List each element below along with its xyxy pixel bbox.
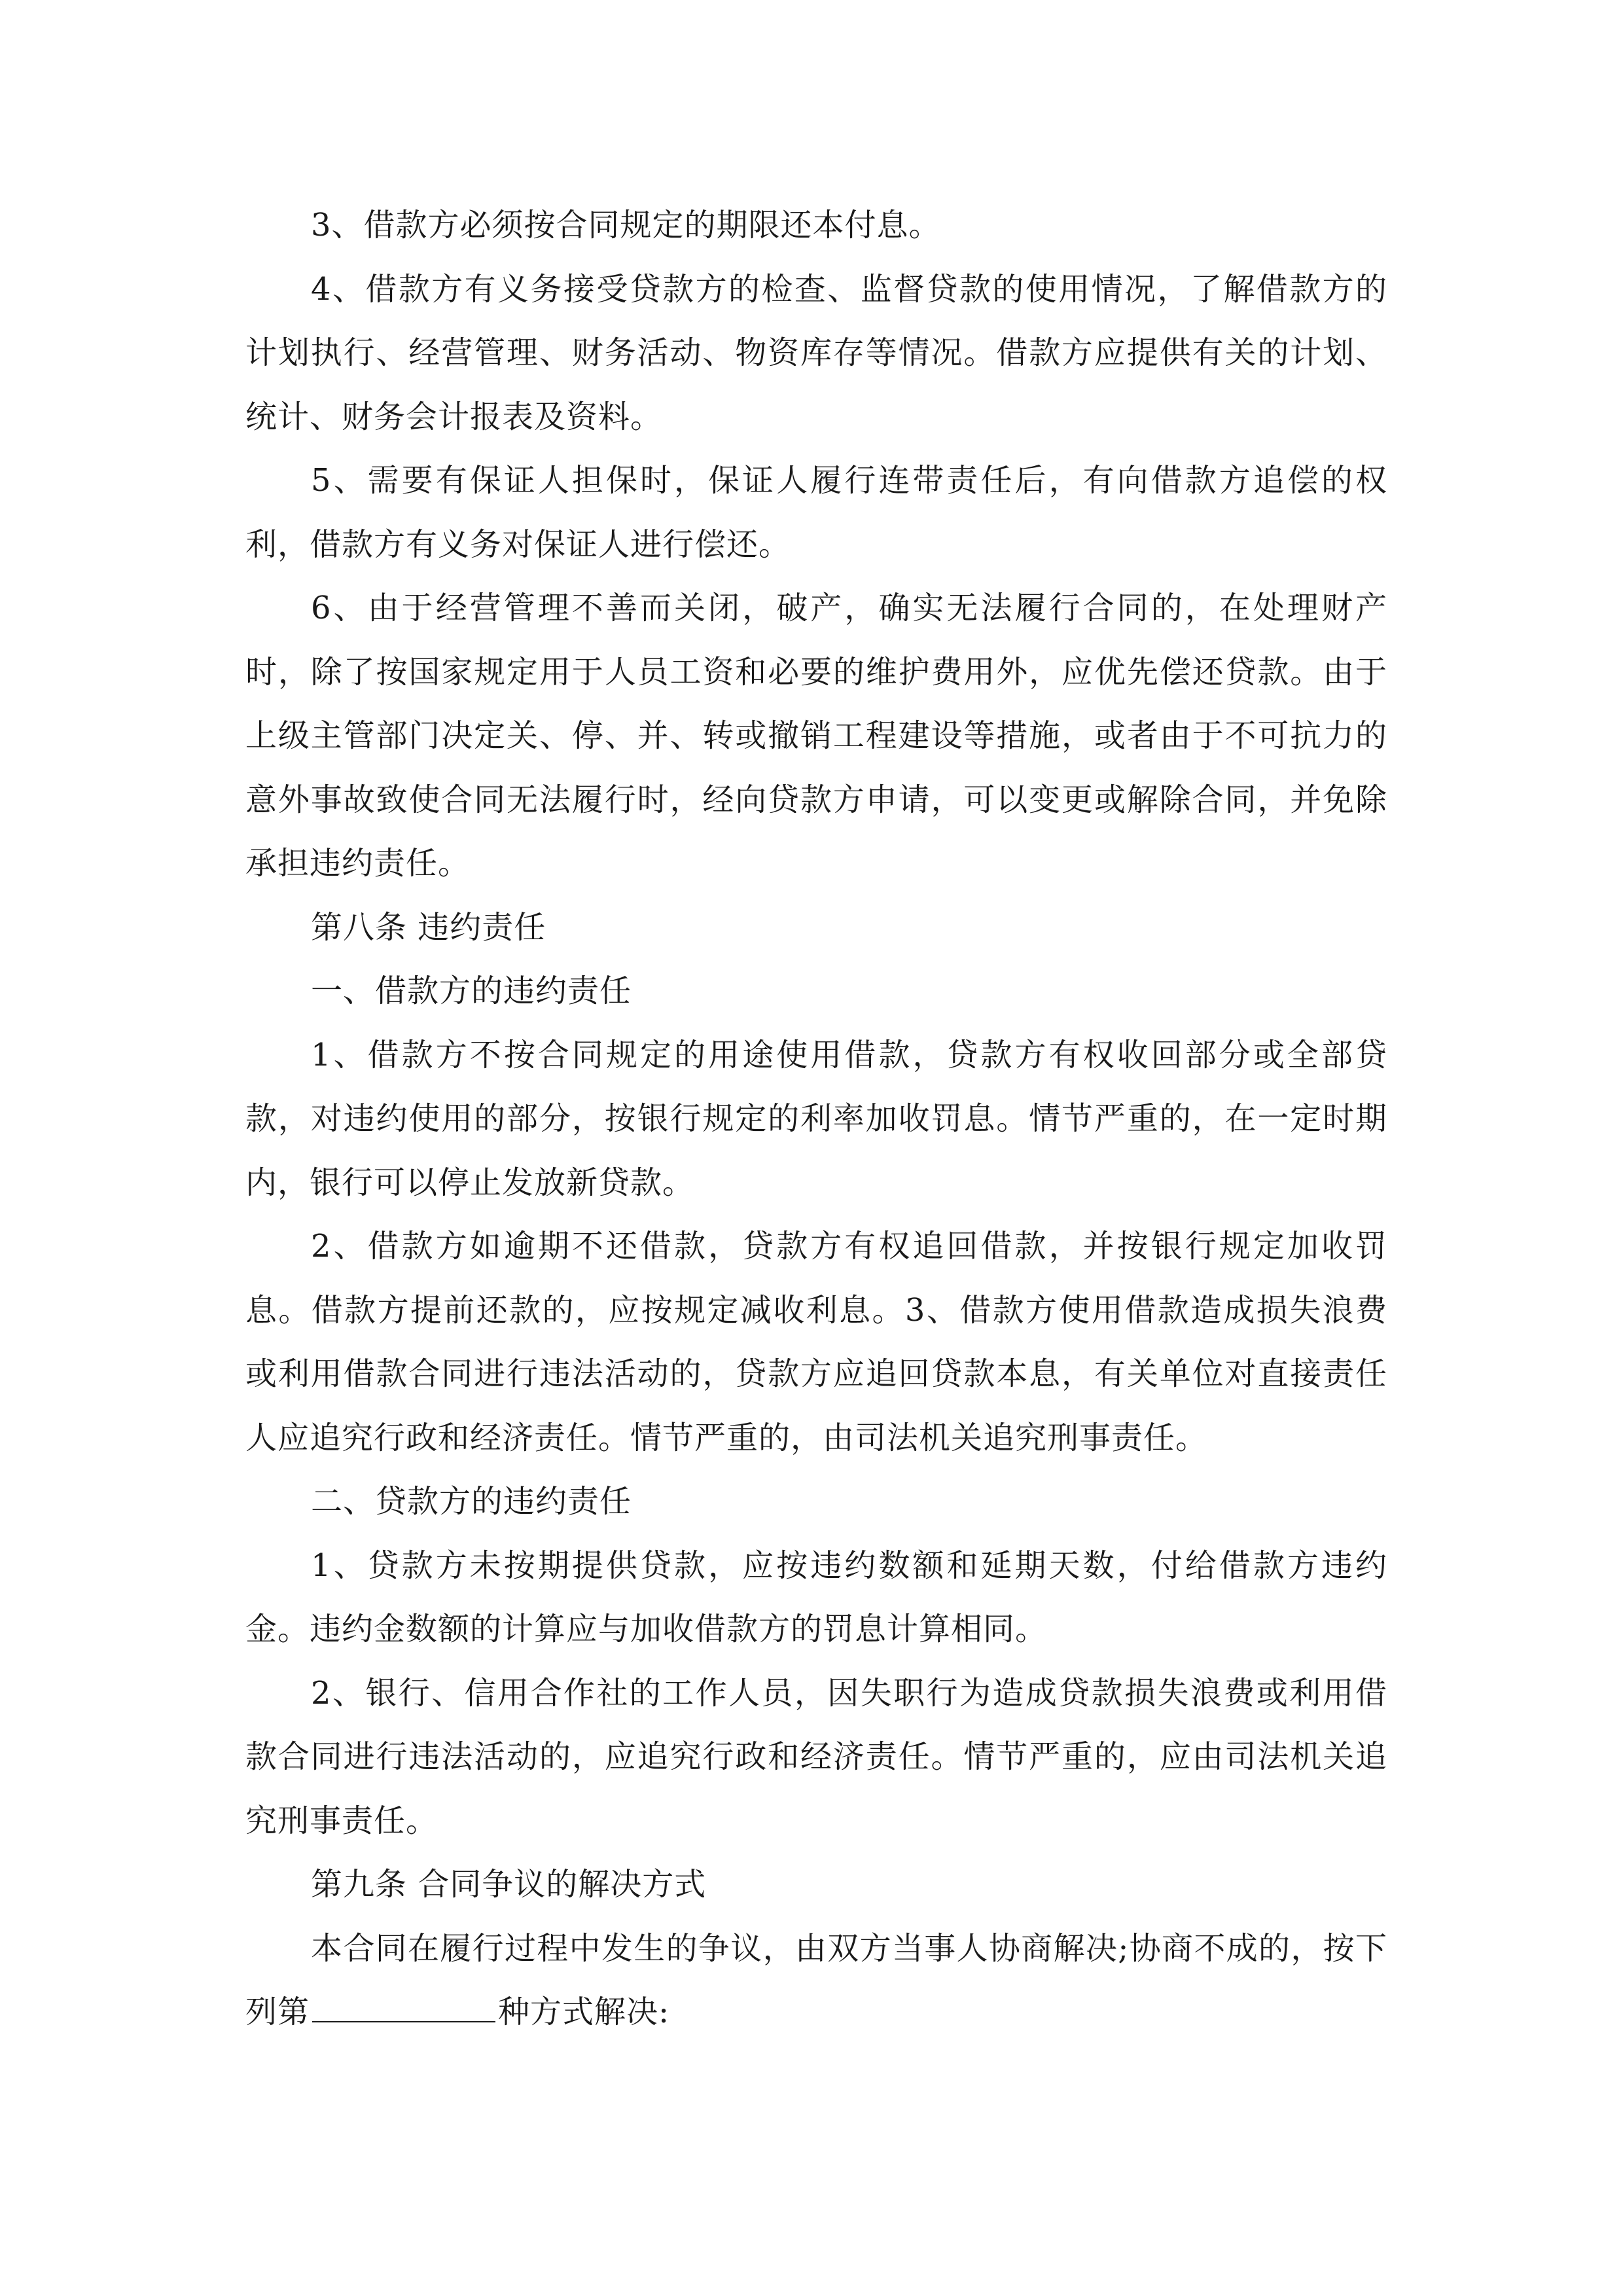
document-body xyxy=(245,194,1387,2045)
subheading-borrower-liability: 一、借款方的违约责任 xyxy=(311,973,632,1009)
paragraph-lender-1: 1、贷款方未按期提供贷款，应按违约数额和延期天数，付给借款方违约金。违约金数额的计算应与加收借款方的罚息计算相同。 xyxy=(245,1547,1387,1647)
subheading-lender-liability: 二、贷款方的违约责任 xyxy=(311,1483,632,1520)
section-heading-article-8: 第八条 违约责任 xyxy=(311,908,546,946)
paragraph-lender-2: 2、银行、信用合作社的工作人员，因失职行为造成贷款损失浪费或利用借款合同进行违法活动的，应追究行政和经济责任。情节严重的，应由司法机关追究刑事责任。 xyxy=(245,1674,1387,1839)
paragraph-borrower-2: 2、借款方如逾期不还借款，贷款方有权追回借款，并按银行规定加收罚息。借款方提前还款的，应按规定减收利息。3、借款方使用借款造成损失浪费或利用借款合同进行违法活动的，贷款方应追回贷款本息，有关单位对直接责任人应追究行政和经济责任。情节严重的，由司法机关追究刑事责任。 xyxy=(245,1228,1387,1456)
dispute-text-after-blank: 种方式解决: xyxy=(498,1994,670,2030)
paragraph-clause-5: 5、需要有保证人担保时，保证人履行连带责任后，有向借款方追偿的权利，借款方有义务对保证人进行偿还。 xyxy=(245,462,1387,563)
dispute-text-before-blank: 本合同在履行过程中发生的争议，由双方当事人协商解决;协商不成的，按下列第 xyxy=(245,1929,1387,2030)
paragraph-dispute-resolution xyxy=(245,1917,1387,2045)
paragraph-clause-6: 6、由于经营管理不善而关闭，破产，确实无法履行合同的，在处理财产时，除了按国家规定用于人员工资和必要的维护费用外，应优先偿还贷款。由于上级主管部门决定关、停、并、转或撤销工程建设等措施，或者由于不可抗力的意外事故致使合同无法履行时，经向贷款方申请，可以变更或解除合同，并免除承担违约责任。 xyxy=(245,590,1387,882)
fill-in-blank[interactable] xyxy=(312,1994,495,2022)
paragraph-borrower-1: 1、借款方不按合同规定的用途使用借款，贷款方有权收回部分或全部贷款，对违约使用的部分，按银行规定的利率加收罚息。情节严重的，在一定时期内，银行可以停止发放新贷款。 xyxy=(245,1036,1387,1201)
section-heading-article-9: 第九条 合同争议的解决方式 xyxy=(311,1866,707,1903)
paragraph-clause-4: 4、借款方有义务接受贷款方的检查、监督贷款的使用情况，了解借款方的计划执行、经营管理、财务活动、物资库存等情况。借款方应提供有关的计划、统计、财务会计报表及资料。 xyxy=(245,270,1387,435)
paragraph-clause-3: 3、借款方必须按合同规定的期限还本付息。 xyxy=(311,207,941,243)
